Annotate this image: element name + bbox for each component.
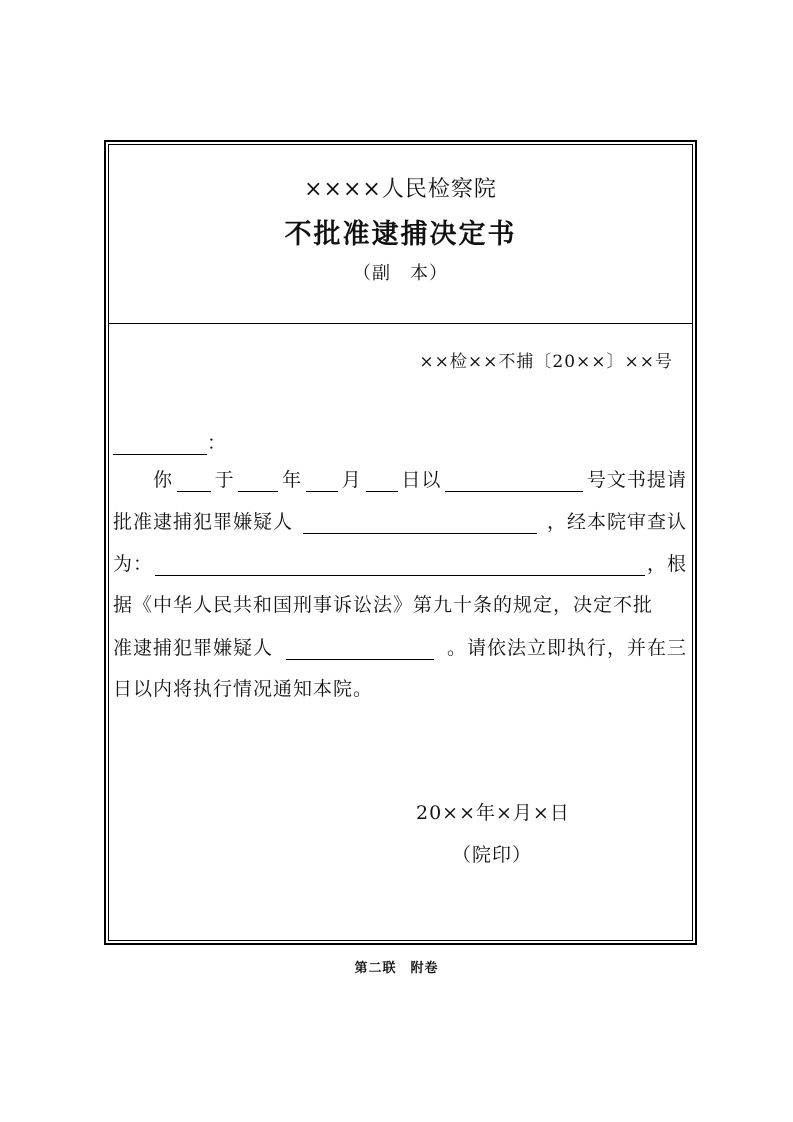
addressee-blank[interactable] [113, 434, 207, 455]
month-blank[interactable] [306, 471, 338, 492]
body-text-suspect-label: 批准逮捕犯罪嫌疑人 [113, 511, 294, 533]
body-text-holds: 为： [113, 553, 154, 575]
body-line-6: 日以内将执行情况通知本院。 [113, 678, 374, 700]
agency-blank[interactable] [177, 471, 211, 492]
body-text-review: ，经本院审查认 [546, 511, 687, 533]
body-text-request: 号文书提请 [586, 469, 687, 491]
year-blank[interactable] [238, 471, 278, 492]
body-text-execute: 。请依法立即执行，并在三 [446, 637, 687, 659]
court-seal-label: （院印） [452, 844, 533, 866]
issue-date: 20××年×月×日 [416, 802, 570, 824]
suspect-name-blank-2[interactable] [286, 639, 434, 660]
body-text-at: 于 [214, 469, 235, 491]
body-text-suspect-label-2: 准逮捕犯罪嫌疑人 [113, 637, 274, 659]
body-line-1 [113, 464, 687, 492]
body-text-according: ，根 [646, 553, 687, 575]
body-text-month: 月 [341, 469, 362, 491]
body-line-4: 据《中华人民共和国刑事诉讼法》第九十条的规定，决定不批 [113, 594, 654, 616]
addressee-line [113, 428, 687, 456]
body-text-day: 日以 [401, 469, 442, 491]
copy-footer: 第二联 附卷 [354, 961, 439, 976]
body-line-2 [113, 506, 687, 534]
document-title: 不批准逮捕决定书 [284, 219, 517, 250]
reason-blank[interactable] [155, 555, 645, 576]
document-number-blank[interactable] [445, 471, 583, 492]
procuratorate-name: ××××人民检察院 [304, 177, 497, 202]
suspect-name-blank[interactable] [303, 513, 537, 534]
copy-label: （副 本） [353, 263, 448, 284]
body-text-you: 你 [153, 469, 174, 491]
day-blank[interactable] [366, 471, 398, 492]
body-line-3 [113, 548, 687, 576]
body-text-year: 年 [282, 469, 303, 491]
body-line-5 [113, 632, 687, 660]
addressee-colon: ： [207, 432, 228, 454]
document-number: ××检××不捕〔20××〕××号 [419, 352, 673, 372]
header-divider [108, 323, 693, 324]
